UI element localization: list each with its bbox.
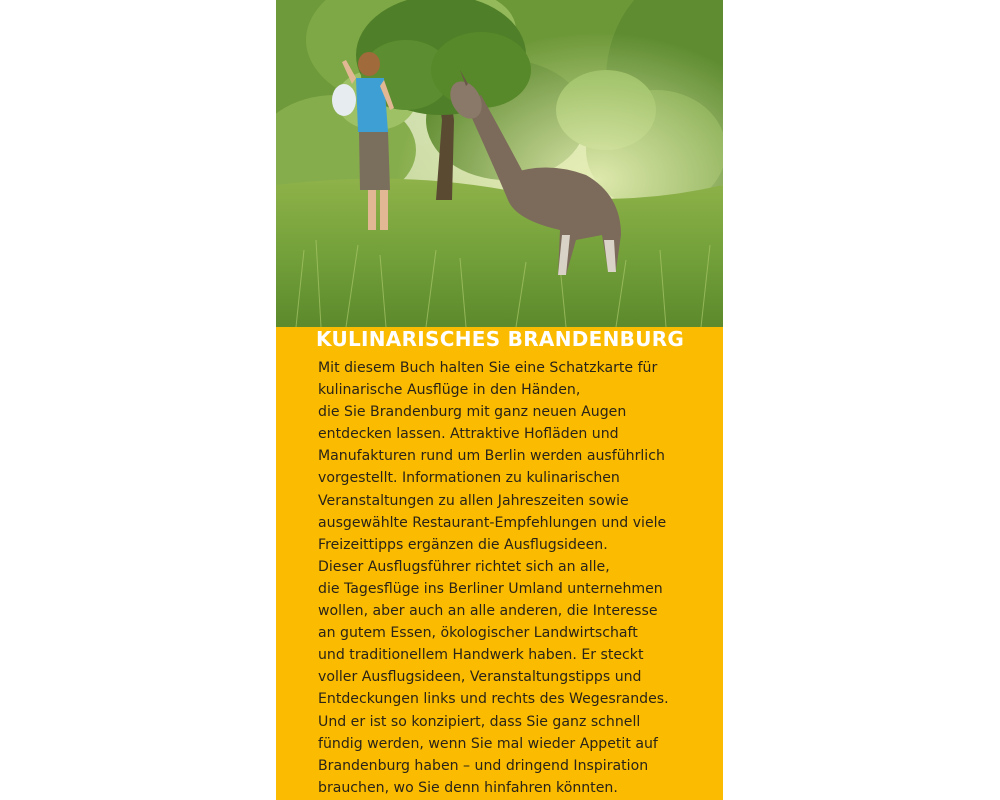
cover-photo: [276, 0, 723, 327]
description-line: Und er ist so konzipiert, dass Sie ganz schnell: [318, 713, 641, 730]
description-line: und traditionellem Handwerk haben. Er steckt: [318, 647, 644, 664]
description-line: die Tagesflüge ins Berliner Umland unternehmen: [318, 580, 663, 597]
description-line: Mit diesem Buch halten Sie eine Schatzkarte für: [318, 360, 658, 376]
description-line: fündig werden, wenn Sie mal wieder Appetit auf: [318, 735, 658, 752]
description-line: an gutem Essen, ökologischer Landwirtschaft: [318, 625, 638, 642]
description-line: kulinarische Ausflüge in den Händen,: [318, 382, 581, 399]
description-line: Brandenburg haben – und dringend Inspiration: [318, 757, 649, 774]
meadow: [276, 179, 723, 327]
description-line: Manufakturen rund um Berlin werden ausführlich: [318, 448, 665, 465]
description-line: Dieser Ausflugsführer richtet sich an alle,: [318, 558, 610, 575]
description-line: voller Ausflugsideen, Veranstaltungstipps und: [318, 669, 642, 686]
description-line: Entdeckungen links und rechts des Wegesrandes.: [318, 691, 669, 708]
book-back-cover: [276, 0, 723, 800]
description-line: die Sie Brandenburg mit ganz neuen Augen: [318, 404, 627, 421]
description-line: entdecken lassen. Attraktive Hofläden und: [318, 426, 619, 443]
description-line: brauchen, wo Sie denn hinfahren könnten.: [318, 779, 618, 796]
description-line: Veranstaltungen zu allen Jahreszeiten sowie: [318, 492, 629, 509]
description-text: [318, 357, 698, 799]
description-line: wollen, aber auch an alle anderen, die Interesse: [318, 603, 658, 620]
description-line: ausgewählte Restaurant-Empfehlungen und viele: [318, 514, 667, 531]
description-line: Freizeittipps ergänzen die Ausflugsideen.: [318, 536, 608, 553]
description-line: vorgestellt. Informationen zu kulinarischen: [318, 470, 620, 487]
book-title: KULINARISCHES BRANDENBURG: [316, 327, 685, 351]
